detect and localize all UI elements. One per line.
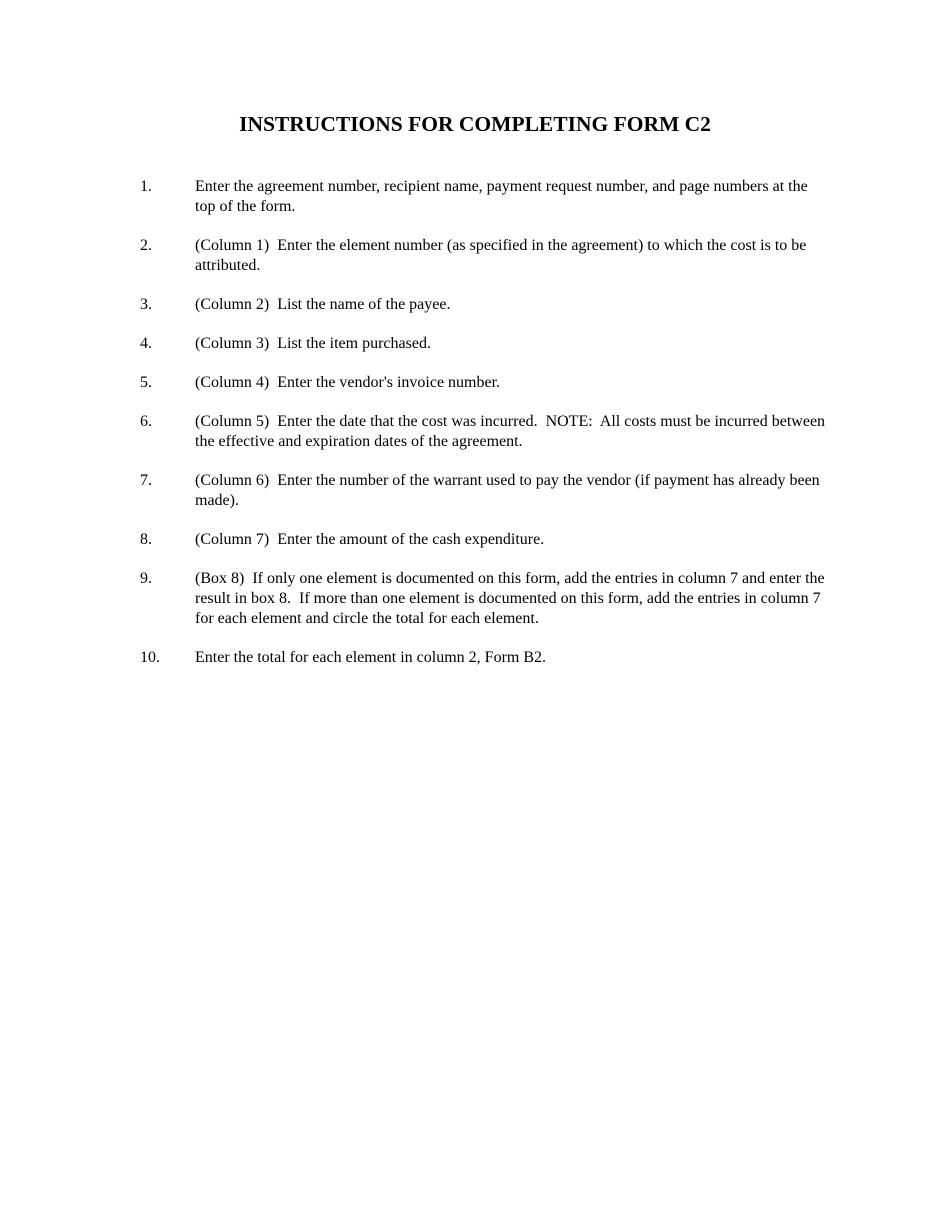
instruction-number: 6. xyxy=(140,413,152,430)
instruction-number: 2. xyxy=(140,237,152,254)
instruction-number: 8. xyxy=(140,531,152,548)
instructions-list xyxy=(140,177,830,687)
instruction-number: 1. xyxy=(140,178,152,195)
instruction-text: Enter the agreement number, recipient name, payment request number, and page numbers at the top of the form. xyxy=(195,178,812,215)
instruction-text: (Box 8) If only one element is documented on this form, add the entries in column 7 and enter the result in box 8. If more than one element is documented on this form, add the entries in column 7 for each element and circle the total for each element. xyxy=(195,570,829,627)
instruction-number: 9. xyxy=(140,570,152,587)
instruction-number: 5. xyxy=(140,374,152,391)
instruction-text: (Column 4) Enter the vendor's invoice number. xyxy=(195,374,501,391)
instruction-text: (Column 2) List the name of the payee. xyxy=(195,296,451,313)
instruction-item xyxy=(140,177,830,217)
instruction-text: (Column 7) Enter the amount of the cash expenditure. xyxy=(195,531,545,548)
instruction-text: (Column 6) Enter the number of the warrant used to pay the vendor (if payment has already been made). xyxy=(195,472,824,509)
instruction-item xyxy=(140,334,830,354)
instruction-item xyxy=(140,373,830,393)
instruction-item xyxy=(140,236,830,276)
instruction-text: (Column 5) Enter the date that the cost was incurred. NOTE: All costs must be incurred between the effective and expiration dates of the agreement. xyxy=(195,413,830,450)
instruction-number: 4. xyxy=(140,335,152,352)
instruction-number: 3. xyxy=(140,296,152,313)
instruction-number: 10. xyxy=(140,649,160,666)
instruction-item xyxy=(140,648,830,668)
instruction-item xyxy=(140,471,830,511)
instruction-item xyxy=(140,295,830,315)
instruction-text: Enter the total for each element in column 2, Form B2. xyxy=(195,649,547,666)
instruction-item xyxy=(140,569,830,629)
instruction-number: 7. xyxy=(140,472,152,489)
instruction-item xyxy=(140,412,830,452)
page-title: INSTRUCTIONS FOR COMPLETING FORM C2 xyxy=(239,112,711,136)
instruction-text: (Column 3) List the item purchased. xyxy=(195,335,431,352)
instruction-text: (Column 1) Enter the element number (as specified in the agreement) to which the cost is to be attributed. xyxy=(195,237,811,274)
instruction-item xyxy=(140,530,830,550)
